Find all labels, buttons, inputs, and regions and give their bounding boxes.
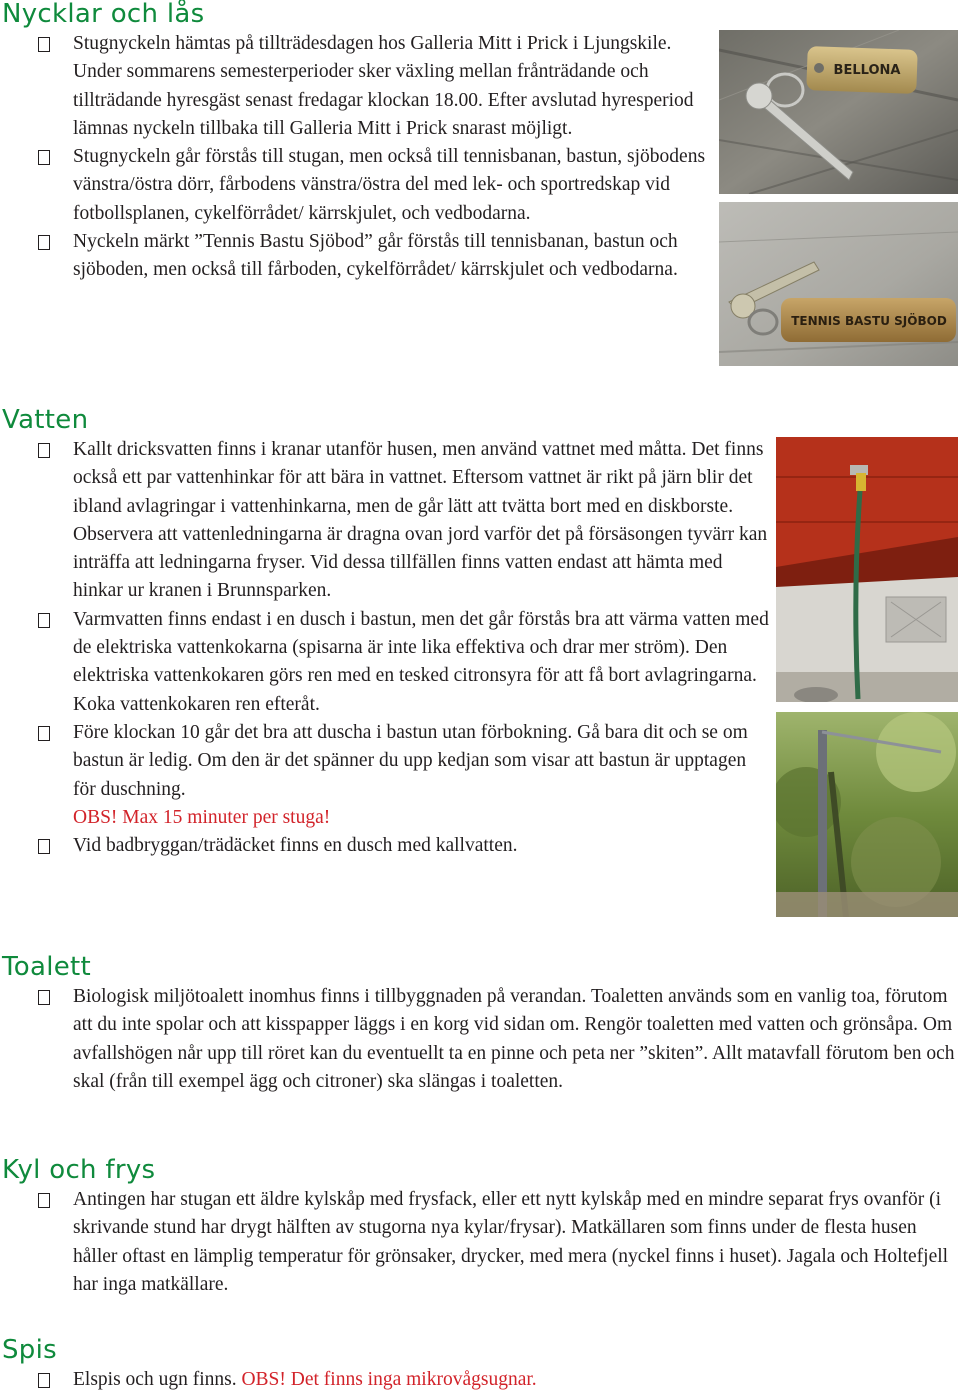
list-item: Nyckeln märkt ”Tennis Bastu Sjöbod” går förstås till tennisbanan, bastun och sjöboden, men också till fårboden, cykelförrådet/ kärrskjulet och vedbodarna. bbox=[0, 228, 715, 285]
list-nycklar bbox=[0, 30, 715, 285]
list-item: Elspis och ugn finns. OBS! Det finns inga mikrovågsugnar. bbox=[0, 1366, 960, 1394]
key-tennis-bastu-sjobod-photo bbox=[719, 202, 958, 366]
bullet-box-icon bbox=[38, 150, 50, 165]
list-toalett bbox=[0, 983, 960, 1096]
bullet-box-icon bbox=[38, 1373, 50, 1388]
list-spis bbox=[0, 1366, 960, 1394]
bullet-box-icon bbox=[38, 37, 50, 52]
bullet-box-icon bbox=[38, 613, 50, 628]
list-item: Kallt dricksvatten finns i kranar utanför husen, men använd vattnet med måtta. Det finns också ett par vattenhinkar för att bära in vattnet. Eftersom vattnet är rikt på järn blir det ibland avlagringar i vattenhinkarna, men de går lätt att tvätta bort med en diskborste. Observera att vattenledningarna är dragna ovan jord varför det på försäsongen tyvärr kan inträffa att ledningarna fryser. Vid dessa tillfällen finns vatten endast att hämta med hinkar ur kranen i Brunnsparken. bbox=[0, 436, 770, 606]
heading-vatten: Vatten bbox=[2, 405, 89, 435]
warning-text: OBS! Det finns inga mikrovågsugnar. bbox=[241, 1369, 537, 1390]
outdoor-shower-photo bbox=[776, 712, 958, 917]
heading-kyl-och-frys: Kyl och frys bbox=[2, 1155, 156, 1185]
water-tap-photo bbox=[776, 437, 958, 702]
bullet-box-icon bbox=[38, 990, 50, 1005]
list-item: Stugnyckeln går förstås till stugan, men också till tennisbanan, bastun, sjöbodens vänstra/östra dörr, fårbodens vänstra/östra del med lek- och sportredskap vid fotbollsplanen, cykelförrådet/ kärrskjulet, och vedbodarna. bbox=[0, 143, 715, 228]
heading-spis: Spis bbox=[2, 1335, 57, 1365]
heading-nycklar-och-las: Nycklar och lås bbox=[2, 0, 205, 29]
bullet-box-icon bbox=[38, 443, 50, 458]
list-item: Varmvatten finns endast i en dusch i bastun, men det går förstås bra att värma vatten med de elektriska vattenkokarna (spisarna är inte lika effektiva och drar mer ström). Den elektriska vattenkokaren görs ren med en tesked citronsyra för att få bort avlagringarna. Koka vattenkokaren ren efteråt. bbox=[0, 606, 770, 719]
bullet-box-icon bbox=[38, 235, 50, 250]
list-item: Biologisk miljötoalett inomhus finns i tillbyggnaden på verandan. Toaletten används som en vanlig toa, förutom att du inte spolar och att kisspapper läggs i en korg vid sidan om. Rengör toaletten med vatten och grönsåpa. Om avfallshögen når upp till röret kan du eventuellt ta en pinne och peta ner ”skiten”. Allt matavfall förutom ben och skal (från till exempel ägg och citroner) ska slängas i toaletten. bbox=[0, 983, 960, 1096]
bullet-box-icon bbox=[38, 726, 50, 741]
heading-toalett: Toalett bbox=[2, 952, 92, 982]
warning-text: OBS! Max 15 minuter per stuga! bbox=[73, 806, 331, 828]
list-kyl-och-frys bbox=[0, 1186, 960, 1299]
bullet-box-icon bbox=[38, 1193, 50, 1208]
list-item: Vid badbryggan/trädäcket finns en dusch med kallvatten. bbox=[0, 832, 770, 860]
list-item: Antingen har stugan ett äldre kylskåp med frysfack, eller ett nytt kylskåp med en mindre separat frys ovanför (i skrivande stund har drygt hälften av stugorna nya kylar/frysar). Matkällaren som finns under de flesta husen håller oftast en lämplig temperatur för grönsaker, drycker, med mera (nyckel finns i huset). Jagala och Holtefjell har inga matkällare. bbox=[0, 1186, 960, 1299]
key-tag-tennis-text: TENNIS BASTU SJÖBOD bbox=[791, 314, 947, 328]
key-bellona-photo bbox=[719, 30, 958, 194]
bullet-box-icon bbox=[38, 839, 50, 854]
list-item: Före klockan 10 går det bra att duscha i bastun utan förbokning. Gå bara dit och se om bastun är ledig. Om den är det spänner du upp kedjan som visar att bastun är upptagen för duschning. OBS! Max 15 minuter per stuga! bbox=[0, 719, 770, 832]
list-item: Stugnyckeln hämtas på tillträdesdagen hos Galleria Mitt i Prick i Ljungskile. Under sommarens semesterperioder sker växling mellan frånträdande och tillträdande hyresgäst senast fredagar klockan 18.00. Efter avslutad hyresperiod lämnas nyckeln tillbaka till Galleria Mitt i Prick snarast möjligt. bbox=[0, 30, 715, 143]
key-tag-bellona-text: BELLONA bbox=[833, 63, 901, 78]
list-vatten bbox=[0, 436, 770, 860]
